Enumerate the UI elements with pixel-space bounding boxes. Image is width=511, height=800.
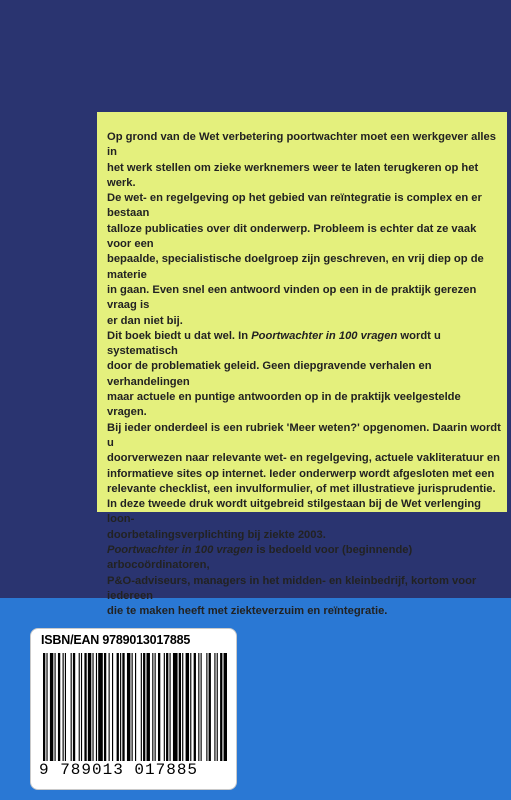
barcode-bar (214, 653, 215, 761)
barcode-bar (92, 653, 93, 761)
barcode-bar (141, 653, 142, 761)
barcode-bar (96, 653, 97, 761)
barcode-bar (120, 653, 121, 761)
barcode-bar (73, 653, 75, 761)
book-title-italic-2: Poortwachter in 100 vragen (107, 544, 254, 557)
barcode-bar (190, 653, 191, 761)
barcode-bar (164, 653, 165, 761)
isbn-text: ISBN/EAN 9789013017885 (41, 633, 191, 647)
barcode-bar (112, 653, 113, 761)
barcode-bar (166, 653, 168, 761)
barcode-bar (122, 653, 124, 761)
barcode-bar (46, 653, 47, 761)
barcode-bar (206, 653, 207, 761)
blurb-text-part-3: is bedoeld voor (beginnende) arbocoördinatoren, P&O-adviseurs, managers in het midden- en kleinbedrijf, kortom voor iedereen die te maken heeft met ziekteverzuim en reïntegratie. (107, 544, 477, 618)
barcode-bar (63, 653, 64, 761)
barcode-bar (179, 653, 181, 761)
barcode-bar (186, 653, 189, 761)
barcode-bar (143, 653, 145, 761)
barcode-bar (79, 653, 80, 761)
barcode-digits: 9 789013 017885 (39, 761, 199, 779)
barcode-bar (147, 653, 150, 761)
blurb-text-part-1: Op grond van de Wet verbetering poortwachter moet een werkgever alles in het werk stellen om zieke werknemers weer te laten terugkeren op het werk. De wet- en regelgeving op het gebied van reïntegratie is complex en er bestaan talloze publicaties over dit onderwerp. Probleem is echter dat ze vaak voor een bepaalde, specialistische doelgroep zijn geschreven, en vrij diep op de materie in gaan. Even snel een antwoord vinden op een in de praktijk gerezen vraag is er dan niet bij. Dit boek biedt u dat wel. In (107, 131, 496, 342)
barcode-bar (217, 653, 218, 761)
barcode-bar (104, 653, 106, 761)
barcode-bar (194, 653, 196, 761)
barcode-bar (224, 653, 227, 761)
barcode-bar (170, 653, 171, 761)
barcode-bar (71, 653, 72, 761)
barcode-bar (109, 653, 110, 761)
barcode-bar (55, 653, 56, 761)
barcode-bars (39, 653, 229, 761)
barcode-bar (88, 653, 91, 761)
book-title-italic: Poortwachter in 100 vragen (251, 329, 398, 342)
barcode-bar (98, 653, 103, 761)
barcode-bar (158, 653, 160, 761)
barcode-bar (50, 653, 53, 761)
barcode-bar (220, 653, 222, 761)
barcode-graphic (39, 653, 229, 761)
barcode-bar (198, 653, 199, 761)
barcode-bar (43, 653, 45, 761)
blurb-panel (97, 112, 507, 618)
barcode-bar (132, 653, 133, 761)
barcode-bar (65, 653, 66, 761)
barcode-bar (81, 653, 82, 761)
barcode-bar (135, 653, 136, 761)
barcode-bar (58, 653, 60, 761)
barcode-bar (84, 653, 86, 761)
barcode-label (30, 628, 237, 790)
barcode-bar (152, 653, 153, 761)
blurb-text (107, 130, 501, 620)
barcode-bar (173, 653, 178, 761)
blurb-text-part-2: wordt u systematisch door de problematiek geleid. Geen diepgravende verhalen en verhandelingen maar actuele en puntige antwoorden op in de praktijk veelgestelde vragen. Bij ieder onderdeel is een rubriek 'Meer weten?' opgenomen. Daarin wordt u doorverwezen naar relevante wet- en regelgeving, actuele vakliteratuur en informatieve sites op internet. Ieder onderwerp wordt afgesloten met een relevante checklist, een invulformulier, of met illustratieve jurisprudentie. In deze tweede druk wordt uitgebreid stilgestaan bij de Wet verlenging loon- doorbetalingsverplichting bij ziekte 2003. (107, 329, 501, 541)
barcode-bar (155, 653, 156, 761)
barcode-bar (209, 653, 211, 761)
barcode-bar (182, 653, 183, 761)
barcode-bar (117, 653, 119, 761)
barcode-bar (127, 653, 130, 761)
barcode-bar (201, 653, 202, 761)
